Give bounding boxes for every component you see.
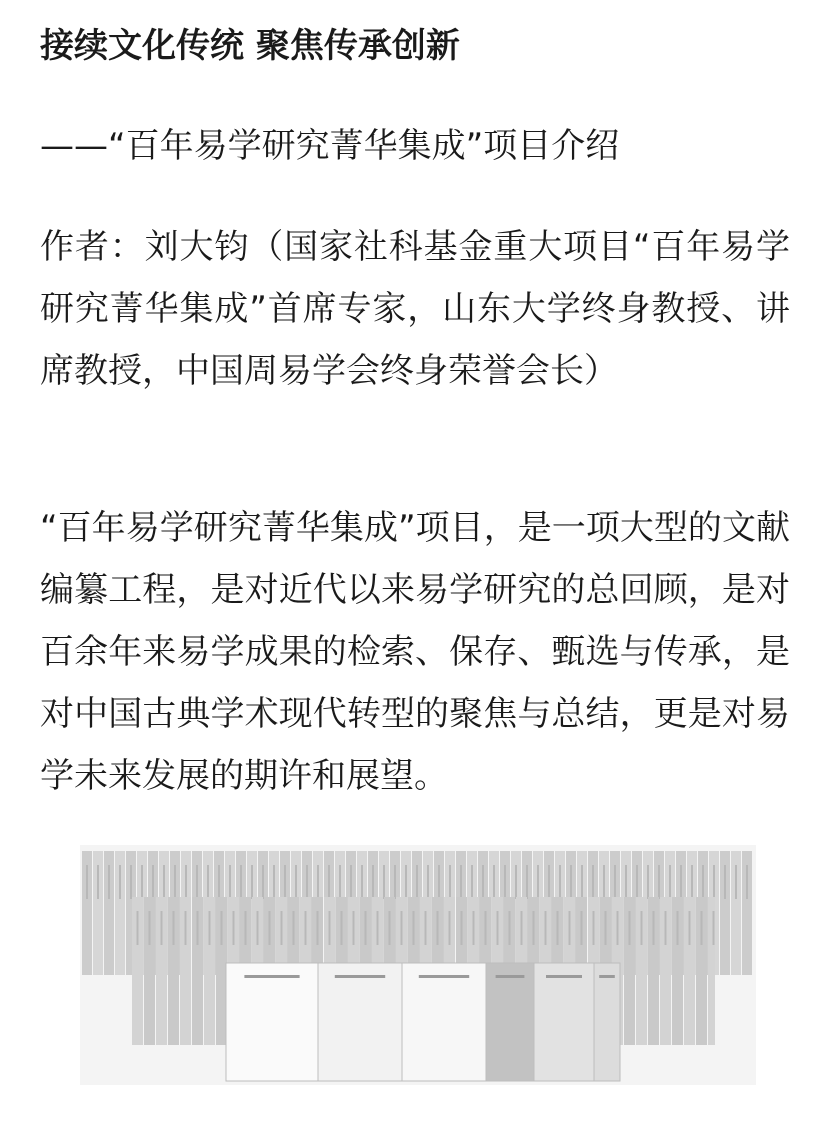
spine-title-mark	[196, 865, 198, 899]
spine-title-mark	[526, 865, 528, 899]
spine-title-mark	[262, 865, 264, 899]
spine-title-mark	[401, 911, 403, 945]
intro-paragraph: “百年易学研究菁华集成”项目，是一项大型的文献编纂工程，是对近代以来易学研究的总回顾，是对百余年来易学成果的检索、保存、甄选与传承，是对中国古典学术现代转型的聚焦与总结，更是对易学未来发展的期许和展望。	[40, 508, 790, 796]
spine-title-mark	[617, 911, 619, 945]
spine-title-mark	[437, 911, 439, 945]
spine-title-mark	[293, 911, 295, 945]
spine-title-mark	[581, 865, 583, 899]
spine-title-mark	[713, 865, 715, 899]
spine-title-mark	[515, 865, 517, 899]
spine-title-mark	[647, 865, 649, 899]
spine-title-mark	[533, 911, 535, 945]
spine-title-mark	[108, 865, 110, 899]
spine-title-mark	[427, 865, 429, 899]
spine-title-mark	[413, 911, 415, 945]
spine-title-mark	[353, 911, 355, 945]
book-cover	[318, 963, 402, 1081]
spine-title-mark	[233, 911, 235, 945]
spine-title-mark	[163, 865, 165, 899]
spine-title-mark	[641, 911, 643, 945]
spine-title-mark	[86, 865, 88, 899]
spine-title-mark	[746, 865, 748, 899]
spine-title-mark	[471, 865, 473, 899]
spine-title-mark	[521, 911, 523, 945]
spine-title-mark	[306, 865, 308, 899]
spine-title-mark	[284, 865, 286, 899]
spine-title-mark	[614, 865, 616, 899]
spine-title-mark	[653, 911, 655, 945]
spine-title-mark	[141, 865, 143, 899]
spine-title-mark	[305, 911, 307, 945]
spine-title-mark	[269, 911, 271, 945]
spine-title-mark	[537, 865, 539, 899]
spine-title-mark	[174, 865, 176, 899]
spine-title-mark	[702, 865, 704, 899]
spine-title-mark	[317, 911, 319, 945]
spine-title-mark	[317, 865, 319, 899]
spine-title-mark	[394, 865, 396, 899]
spine-title-mark	[460, 865, 462, 899]
spine-title-mark	[383, 865, 385, 899]
cover-title-mark	[335, 975, 385, 978]
spine-title-mark	[137, 911, 139, 945]
spine-title-mark	[152, 865, 154, 899]
book-collection-image	[80, 845, 756, 1085]
spine-title-mark	[257, 911, 259, 945]
spine-title-mark	[689, 911, 691, 945]
spine-title-mark	[482, 865, 484, 899]
book-cover	[486, 963, 534, 1081]
book-cover	[402, 963, 486, 1081]
spine-title-mark	[735, 865, 737, 899]
spine-title-mark	[665, 911, 667, 945]
cover-title-mark	[599, 975, 615, 978]
spine-title-mark	[669, 865, 671, 899]
spine-title-mark	[493, 865, 495, 899]
spine-title-mark	[658, 865, 660, 899]
spine-title-mark	[273, 865, 275, 899]
cover-title-mark	[546, 975, 582, 978]
spine-title-mark	[569, 911, 571, 945]
spine-title-mark	[365, 911, 367, 945]
spine-title-mark	[691, 865, 693, 899]
spine-title-mark	[713, 911, 715, 945]
spine-title-mark	[389, 911, 391, 945]
cover-title-mark	[496, 975, 525, 978]
spine-title-mark	[438, 865, 440, 899]
spine-title-mark	[240, 865, 242, 899]
spine-title-mark	[130, 865, 132, 899]
spine-title-mark	[485, 911, 487, 945]
spine-title-mark	[281, 911, 283, 945]
spine-title-mark	[473, 911, 475, 945]
spine-title-mark	[350, 865, 352, 899]
book-cover	[534, 963, 594, 1081]
spine-title-mark	[372, 865, 374, 899]
spine-title-mark	[701, 911, 703, 945]
spine-title-mark	[209, 911, 211, 945]
spine-title-mark	[593, 911, 595, 945]
spine-title-mark	[449, 911, 451, 945]
spine-title-mark	[405, 865, 407, 899]
cover-title-mark	[244, 975, 299, 978]
spine-title-mark	[425, 911, 427, 945]
article-subtitle: ——“百年易学研究菁华集成”项目介绍	[40, 126, 620, 166]
spine-title-mark	[629, 911, 631, 945]
spine-title-mark	[559, 865, 561, 899]
spine-title-mark	[245, 911, 247, 945]
spine-title-mark	[680, 865, 682, 899]
spine-title-mark	[557, 911, 559, 945]
spine-title-mark	[207, 865, 209, 899]
spine-title-mark	[504, 865, 506, 899]
spine-title-mark	[548, 865, 550, 899]
spine-title-mark	[218, 865, 220, 899]
spine-title-mark	[339, 865, 341, 899]
spine-title-mark	[251, 865, 253, 899]
spine-title-mark	[341, 911, 343, 945]
spine-title-mark	[377, 911, 379, 945]
spine-title-mark	[625, 865, 627, 899]
spine-title-mark	[449, 865, 451, 899]
spine-title-mark	[295, 865, 297, 899]
spine-title-mark	[461, 911, 463, 945]
spine-title-mark	[197, 911, 199, 945]
spine-title-mark	[497, 911, 499, 945]
spine-title-mark	[185, 911, 187, 945]
book-cover	[594, 963, 620, 1081]
spine-title-mark	[581, 911, 583, 945]
spine-title-mark	[173, 911, 175, 945]
spine-title-mark	[416, 865, 418, 899]
article-title: 接续文化传统 聚焦传承创新	[40, 26, 460, 66]
spine-title-mark	[361, 865, 363, 899]
spine-title-mark	[185, 865, 187, 899]
spine-title-mark	[328, 865, 330, 899]
spine-title-mark	[229, 865, 231, 899]
spine-title-mark	[724, 865, 726, 899]
spine-title-mark	[592, 865, 594, 899]
spine-title-mark	[119, 865, 121, 899]
author-paragraph: 作者：刘大钧（国家社科基金重大项目“百年易学研究菁华集成”首席专家，山东大学终身教授、讲席教授，中国周易学会终身荣誉会长）	[40, 227, 790, 391]
spine-title-mark	[636, 865, 638, 899]
spine-title-mark	[221, 911, 223, 945]
book-collection-photo	[80, 845, 756, 1085]
spine-title-mark	[329, 911, 331, 945]
spine-title-mark	[509, 911, 511, 945]
spine-title-mark	[603, 865, 605, 899]
spine-title-mark	[570, 865, 572, 899]
spine-title-mark	[545, 911, 547, 945]
spine-title-mark	[677, 911, 679, 945]
spine-title-mark	[605, 911, 607, 945]
spine-title-mark	[149, 911, 151, 945]
cover-title-mark	[419, 975, 469, 978]
spine-title-mark	[161, 911, 163, 945]
spine-title-mark	[97, 865, 99, 899]
book-cover	[226, 963, 318, 1081]
